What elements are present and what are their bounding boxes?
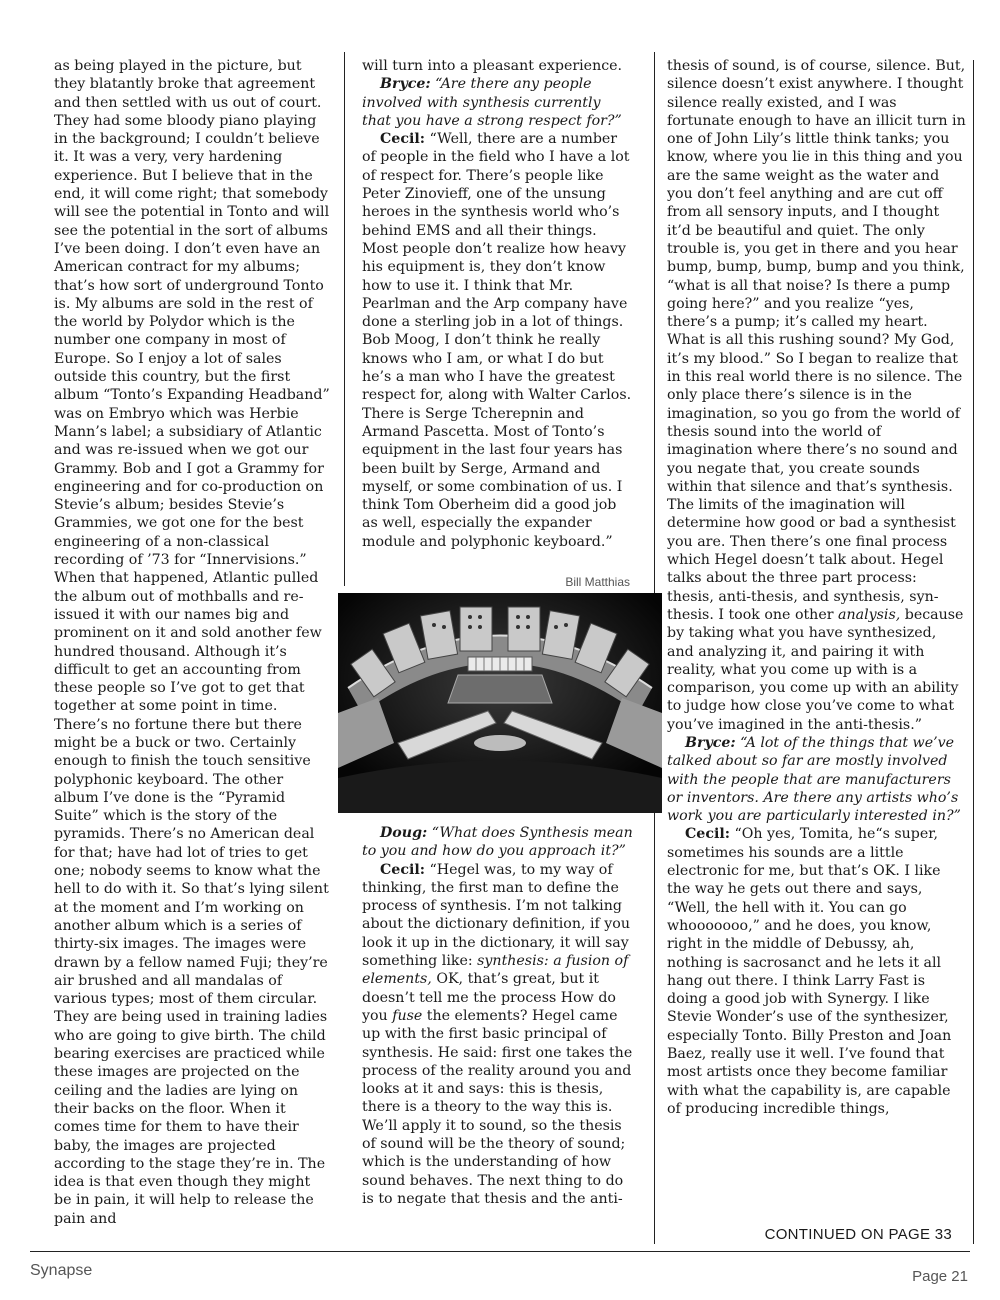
speaker-cecil: Cecil: — [380, 131, 425, 148]
speaker-bryce: Bryce: — [685, 734, 736, 751]
answer-text: “Well, there are a number of people in the field who I have a lot of respect for. There’s people like Peter Zinovieff, one of the unsung heroes in the synthesis world who’s behind EMS and all their things. Most people don’t realize how heavy his equipment is, they don’t know how to use it. I think that Mr. Pearlman and the Arp company have done a sterling job in a lot of things. Bob Moog, I don’t think he really knows who I am, or what I do but he’s a man who I have the greatest respect for, along with Walter Carlos. There is Serge Tcherepnin and Armand Pascetta. Most of Tonto’s equipment in the last four years has been built by Serge, Armand and myself, or some combination of us. I think Tom Oberheim did a good job as well, especially the expander module and polyphonic keyboard.” — [362, 131, 632, 550]
cecil-answer-2 — [362, 861, 634, 1209]
answer-emphasis-a: synthesis: a fusion of elements, — [362, 953, 629, 988]
bryce-question-1 — [362, 75, 634, 130]
answer-text: “Oh yes, Tomita, he“s super, sometimes his sounds are a little electronic for me, but that’s OK. I like the way he gets out there and says, “Well, the hell with it. You can go whooooooo,” and he does, you know, right in the middle of Debussy, ah, nothing is sacrosanct and he lets it all hang out there. I think Larry Fast is doing a good job with Synergy. I like Stevie Wonder’s use of the synthesizer, especially Tonto. Billy Preston and Joan Baez, really use it well. I’ve found that most artists once they become familiar with what the capability is, are capable of producing incredible things, — [667, 826, 952, 1117]
question-text: “Are there any people involved with synthesis currently that you have a strong respect for?” — [362, 76, 622, 129]
column-3-paragraph — [667, 57, 967, 734]
column-1-text: as being played in the picture, but they blatantly broke that agreement and then settled with us out of court. They had some bloody piano playing in the background; I couldn’t believe it. It was a very, very hardening experience. But I believe that in the end, it will come right; that somebody will see the potential in Tonto and will see the potential in the sort of albums I’ve been doing. I don’t even have an American contract for my albums; that’s how sort of underground Tonto is. My albums are sold in the rest of the world by Polydor which is the number one company in most of Europe. So I enjoy a lot of sales outside this country, but the first album “Tonto’s Expanding Headband” was on Embryo which was Herbie Mann’s label; a subsidiary of Atlantic and was re-issued when we got our Grammy. Bob and I got a Grammy for engineering and for co-production on Stevie’s album; besides Stevie’s Grammies, we got one for the best engineering of a non-classical recording of ’73 for “Innervisions.” When that happened, Atlantic pulled the album out of mothballs and re-issued it with our names big and prominent on it and sold another few hundred thousand. Although it’s difficult to get an accounting from these people so I’ve got to get that together at some point in time. There’s no fortune there but there might be a buck or two. Certainly enough to finish the touch sensitive polyphonic keyboard. The other album I’ve done is the “Pyramid Suite” which is the story of the pyramids. There’s no American deal for that; have had lot of tries to get one; nobody seems to know what the hell to do with it. So that’s lying silent at the moment and I’m working on another album which is a series of thirty-six images. The images were drawn by a fellow named Fuji; they’re air brushed and all mandalas of various types; most of them circular. They are being used in training ladies who are going to give birth. The child bearing exercises are practiced while these images are projected on the ceiling and the ladies are lying on their backs on the floor. When it comes time for them to have their baby, the images are projected according to the stage they’re in. The idea is that even though they might be in pain, it will help to release the pain and — [54, 58, 330, 1227]
synthesizer-room-illustration — [338, 593, 662, 813]
answer-text-b: OK, that’s great, but it doesn’t tell me the process How do you — [362, 971, 616, 1024]
question-text: “What does Synthesis mean to you and how do you approach it?” — [362, 825, 633, 860]
cecil-answer-1 — [362, 130, 634, 551]
question-text: “A lot of the things that we’ve talked about so far are mostly involved with the people that are manufacturers or inventors. Are there any artists who’s work you are particularly interested in?” — [667, 734, 961, 825]
cecil-answer-3 — [667, 825, 967, 1118]
tonto-synthesizer-photo — [338, 593, 662, 813]
column-rule-3 — [973, 60, 974, 1244]
column-3-emphasis: analysis, — [838, 606, 901, 623]
speaker-doug: Doug: — [380, 825, 428, 841]
bryce-question-2 — [667, 734, 967, 825]
column-3-text-a: thesis of sound, is of course, silence. But, silence doesn’t exist anywhere. I thought silence really existed, and I was fortunate enough to have an illicit turn in one of John Lily’s little think tanks; you know, where you lie in this thing and you are the same weight as the water and you don’t feel anything and are cut off from all sensory inputs, and I thought it’d be beautiful and quiet. The only trouble is, you get in there and you hear bump, bump, bump, bump and you think, “what is all that noise? Is there a pump going here?” and you realize “yes, there’s a pump; it’s called my heart. What is all this rushing sound? My God, it’s my blood.” So I began to realize that in this real world there is no silence. The only place there’s silence is in the imagination, so you go from the world of thesis sound into the world of imagination where there’s no sound and you negate that, you create sounds within that silence and that’s synthesis. The limits of the imagination will determine how good or bad a synthesist you are. Then there’s one final process which Hegel doesn’t talk about. Hegel talks about the three part process: thesis, anti-thesis, and synthesis, syn-thesis. I took one other — [667, 58, 966, 623]
column-3-text-b: because by taking what you have synthesized, and analyzing it, and pairing it with reality, what you come up with is a comparison, you come up with an ability to judge how close you’ve come to what you’ve imagined in the anti-thesis.” — [667, 606, 964, 733]
column-rule-1 — [344, 52, 345, 586]
photo-credit: Bill Matthias — [565, 575, 630, 589]
answer-emphasis-b: fuse — [392, 1007, 423, 1024]
speaker-bryce: Bryce: — [380, 76, 431, 93]
page-number: Page 21 — [912, 1268, 968, 1285]
article-column-2-top — [362, 57, 634, 551]
magazine-name: Synapse — [30, 1262, 93, 1279]
doug-question — [362, 824, 634, 861]
continued-on-page-link: CONTINUED ON PAGE 33 — [764, 1226, 952, 1243]
article-column-3 — [667, 57, 967, 1118]
answer-text-a: “Hegel was, to my way of thinking, the first man to define the process of synthesis. I’m not talking about the dictionary definition, if you look it up in the dictionary, it will say something like: — [362, 861, 630, 970]
footer-rule — [30, 1251, 970, 1252]
speaker-cecil: Cecil: — [380, 861, 425, 878]
article-column-1 — [54, 57, 332, 1228]
answer-text-c: the elements? Hegel came up with the first basic principal of synthesis. He said: first one takes the process of the reality around you and looks at it and says: this is thesis, there is a theory to the way this is. We’ll apply it to sound, so the thesis of sound will be the theory of sound; which is the understanding of how sound behaves. The next thing to do is to negate that thesis and the anti- — [362, 1007, 633, 1207]
column-2-opening: will turn into a pleasant experience. — [362, 58, 623, 74]
speaker-cecil: Cecil: — [685, 826, 730, 843]
article-column-2-bottom — [362, 824, 634, 1208]
